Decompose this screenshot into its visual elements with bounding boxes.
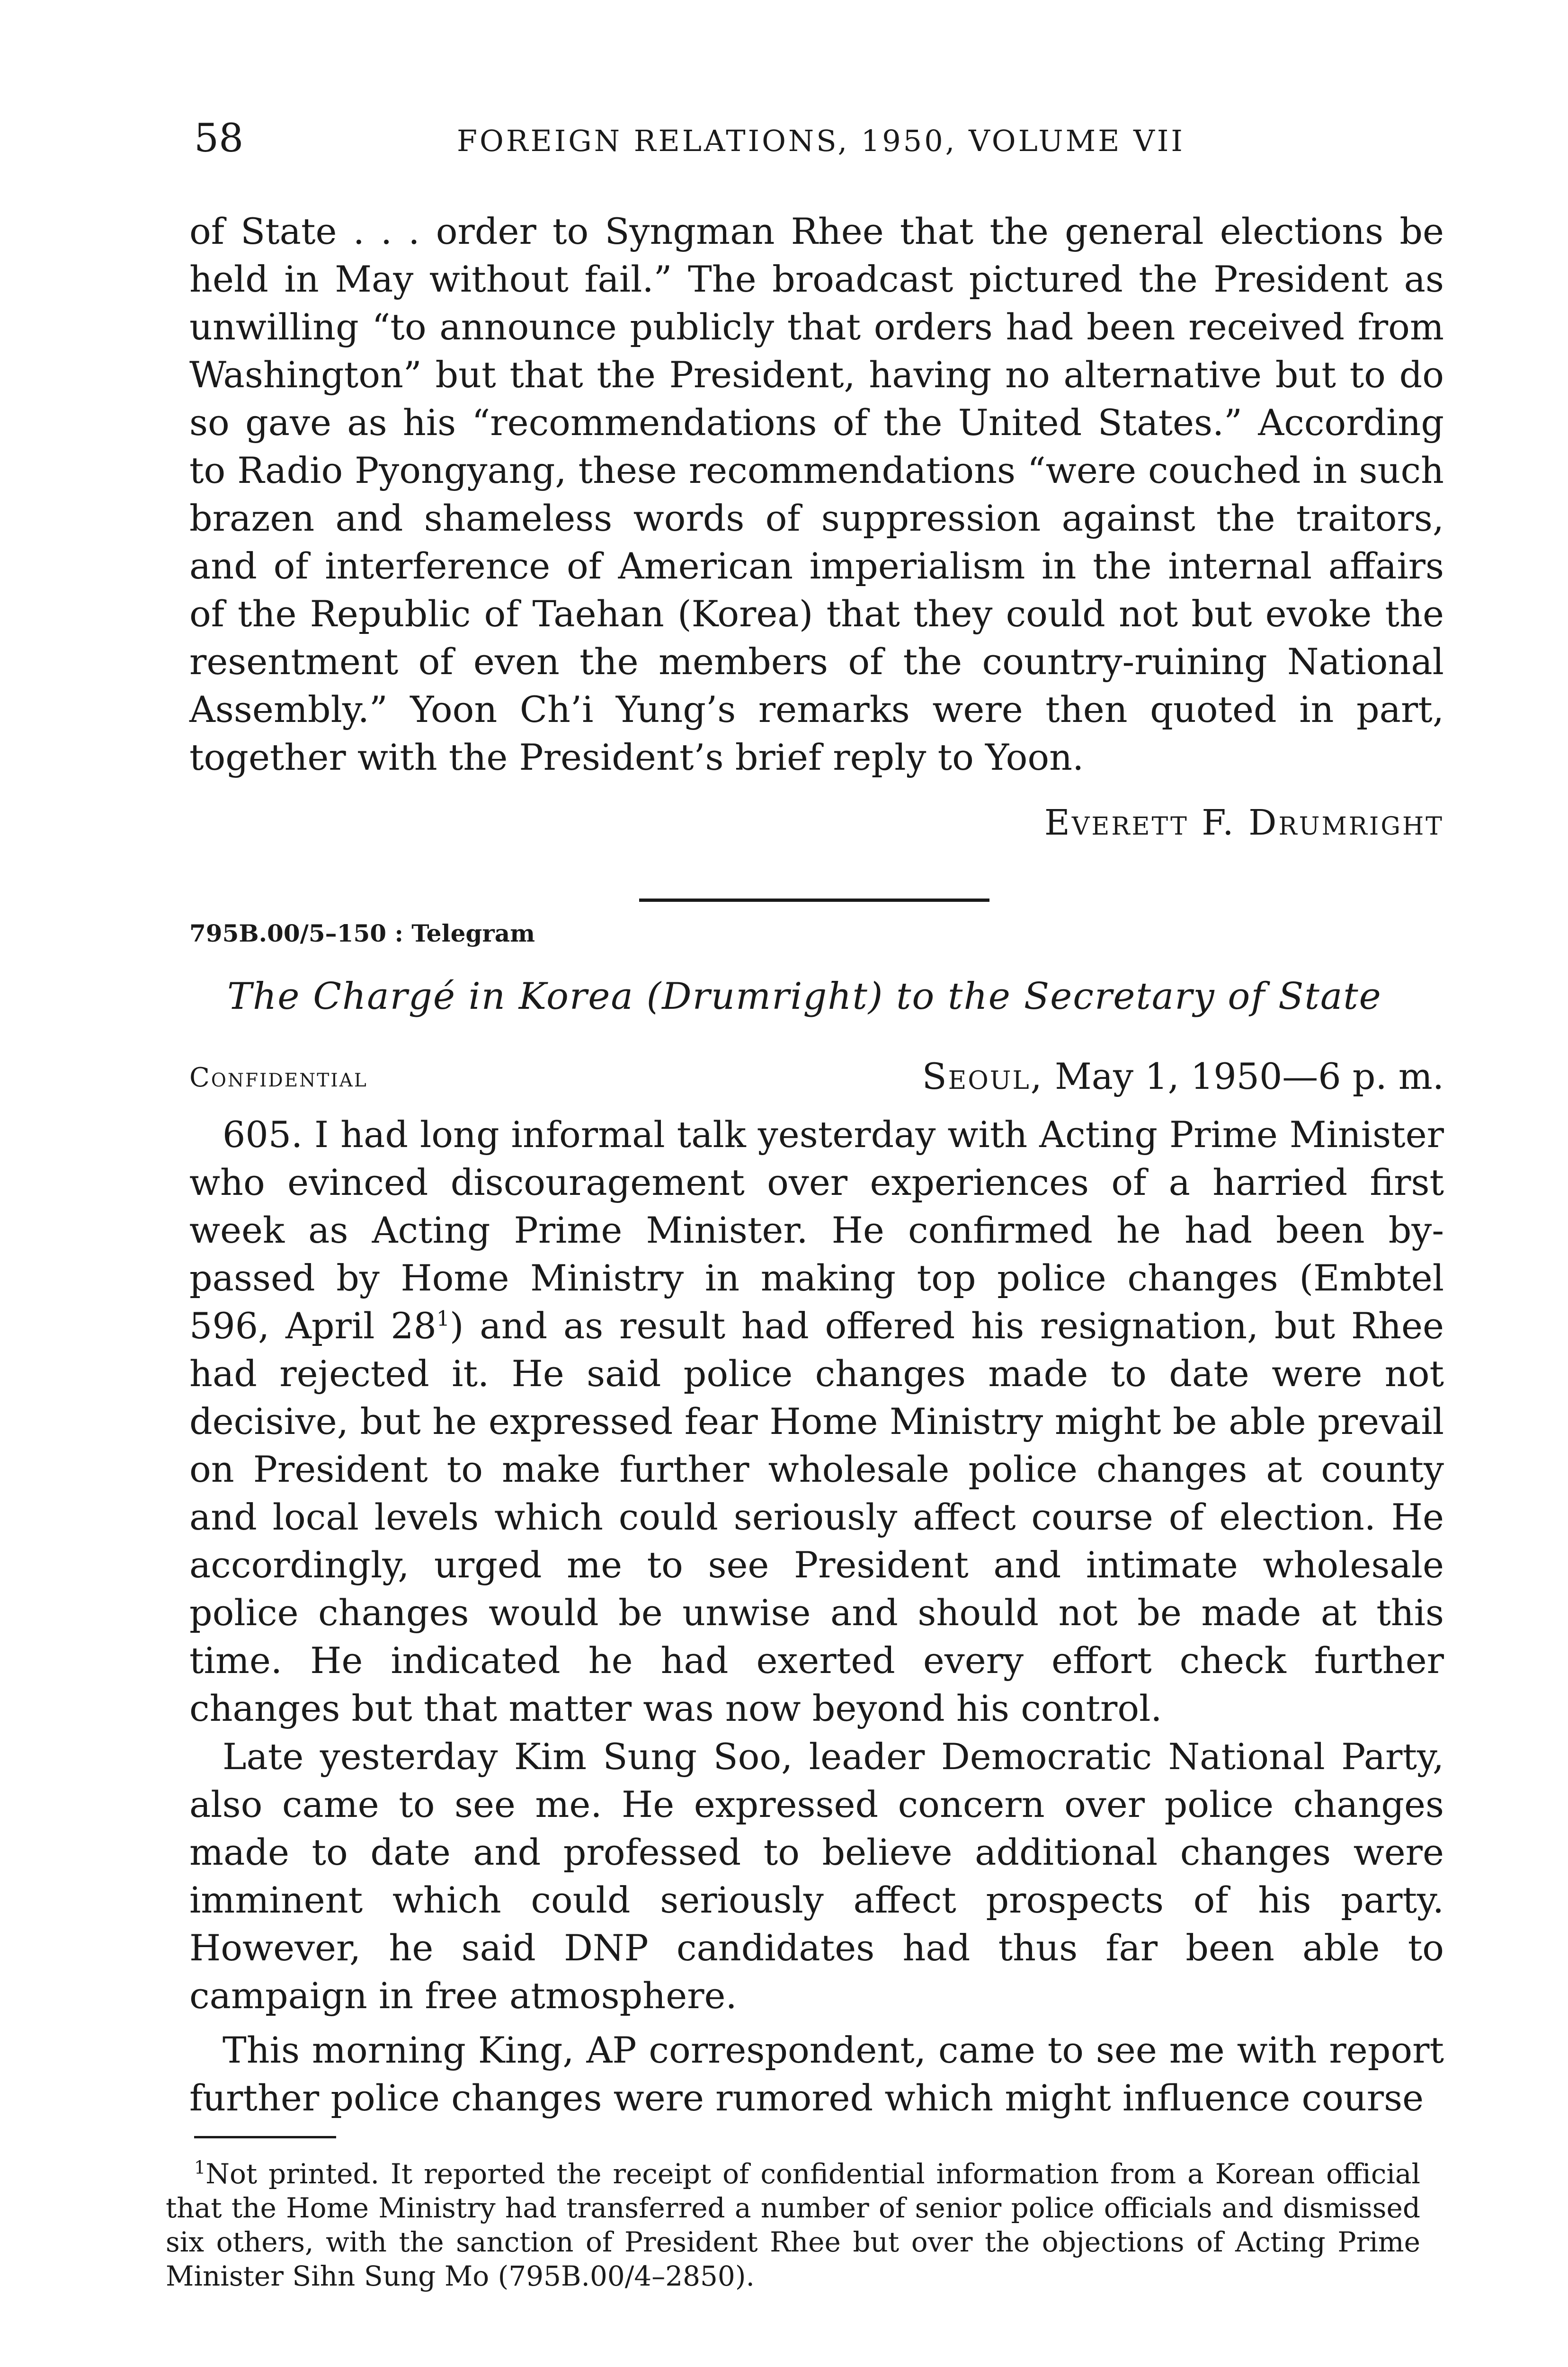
- section-divider: [639, 899, 989, 902]
- page-number: 58: [194, 116, 244, 161]
- footnote-text: Not printed. It reported the receipt of confidential information from a Korean official that the Home Ministry had transferred a number of senior police officials and dismissed six others, with the sanction of President Rhee but over the objections of Acting Prime Minister Sihn Sung Mo (795B.00/4–2850).: [166, 2158, 1420, 2292]
- telegram-paragraph-1-part-b: ) and as result had offered his resignation, but Rhee had rejected it. He said police changes made to date were not decisive, but he expressed fear Home Ministry might be able prevail on President to make further wholesale police changes at county and local levels which could seriously affect course of election. He accordingly, urged me to see President and intimate wholesale police changes would be unwise and should not be made at this time. He indicated he had exerted every effort check further changes but that matter was now beyond his control.: [189, 1305, 1444, 1729]
- footnote: [166, 2157, 1420, 2293]
- continuation-paragraph: of State . . . order to Syngman Rhee that the general elections be held in May without fail.” The broadcast pictured the President as unwilling “to announce publicly that orders had been received from Washington” but that the President, having no alternative but to do so gave as his “recommendations of the United States.” According to Radio Pyongyang, these recommendations “were couched in such brazen and shameless words of suppression against the traitors, and of interference of American imperialism in the internal affairs of the Republic of Taehan (Korea) that they could not but evoke the resentment of even the members of the country-ruining National Assembly.” Yoon Ch’i Yung’s remarks were then quoted in part, together with the President’s brief reply to Yoon.: [189, 210, 1444, 778]
- telegram-paragraph-1-part-a: 605. I had long informal talk yesterday with Acting Prime Minister who evinced discouragement over experiences of a harried first week as Acting Prime Minister. He confirmed he had been by-passed by Home Ministry in making top police changes (Embtel 596, April 28: [189, 1113, 1444, 1347]
- footnote-reference[interactable]: 1: [436, 1307, 450, 1331]
- telegram-paragraph-3: This morning King, AP correspondent, came to see me with report further police changes were rumored which might influence course: [189, 2029, 1444, 2119]
- footnote-divider: [194, 2136, 336, 2138]
- running-head: [194, 113, 1444, 165]
- dateline-place: Seoul,: [922, 1055, 1043, 1097]
- telegram-paragraph-2: Late yesterday Kim Sung Soo, leader Democratic National Party, also came to see me. He expressed concern over police changes made to date and professed to believe additional changes were imminent which could seriously affect prospects of his party. However, he said DNP candidates had thus far been able to campaign in free atmosphere.: [189, 1735, 1444, 2017]
- signature: Everett F. Drumright: [1044, 802, 1444, 843]
- document-file-id: 795B.00/5–150 : Telegram: [189, 919, 535, 947]
- telegram-paragraph-1: [189, 1111, 1444, 1732]
- dateline-date: May 1, 1950—6 p. m.: [1043, 1055, 1444, 1097]
- classification-label: Confidential: [189, 1062, 368, 1093]
- footnote-mark: 1: [194, 2157, 206, 2178]
- running-title: FOREIGN RELATIONS, 1950, VOLUME VII: [457, 124, 1185, 158]
- document-heading: The Chargé in Korea (Drumright) to the Secretary of State: [227, 975, 1382, 1018]
- dateline: [922, 1053, 1444, 1100]
